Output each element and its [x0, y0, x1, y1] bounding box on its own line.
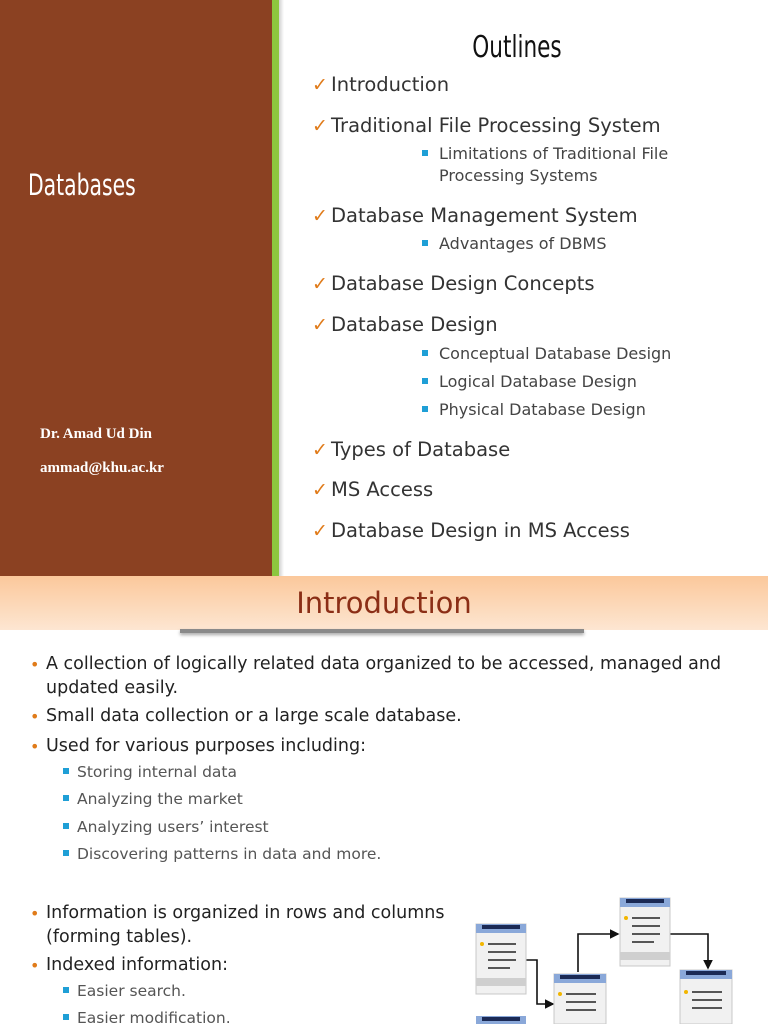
- bullet-icon: •: [30, 737, 40, 756]
- outline-subitem: [422, 343, 671, 365]
- square-bullet-icon: [63, 795, 69, 801]
- outline-subitem-label: Processing Systems: [439, 166, 598, 185]
- outline-subitem: [422, 371, 637, 393]
- slide-title: Introduction: [296, 586, 472, 620]
- outline-subitem-label: Conceptual Database Design: [439, 344, 672, 363]
- sub-bullet-text: Analyzing the market: [77, 790, 243, 808]
- outline-item-label: Database Design: [331, 313, 498, 336]
- bullet-text: Information is organized in rows and columns: [46, 903, 445, 923]
- outline-item-label: Database Design in MS Access: [331, 519, 630, 542]
- square-bullet-icon: [63, 1014, 69, 1020]
- check-icon: ✓: [312, 314, 328, 336]
- bullet-point: [30, 704, 462, 728]
- author-name: Dr. Amad Ud Din: [40, 426, 152, 442]
- introduction-slide: [0, 576, 768, 1024]
- bullet-point: [30, 901, 444, 949]
- sub-bullet-text: Easier modification.: [77, 1009, 231, 1024]
- sub-bullet-text: Easier search.: [77, 982, 186, 1000]
- check-icon: ✓: [312, 439, 328, 461]
- square-bullet-icon: [422, 350, 428, 356]
- accent-bar: [272, 0, 279, 576]
- outline-item: [312, 73, 449, 96]
- outline-item: [312, 313, 498, 336]
- bullet-icon: •: [30, 904, 40, 923]
- sub-bullet: [63, 982, 186, 1000]
- db-table-icon: [476, 1016, 526, 1024]
- bullet-text: updated easily.: [46, 678, 179, 698]
- outline-subitem-label: Logical Database Design: [439, 372, 637, 391]
- square-bullet-icon: [422, 240, 428, 246]
- check-icon: ✓: [312, 273, 328, 295]
- outline-item: [312, 478, 433, 501]
- outline-subitem: [422, 233, 607, 255]
- sub-bullet: [63, 1009, 231, 1024]
- outline-item: [312, 519, 630, 542]
- check-icon: ✓: [312, 479, 328, 501]
- outline-subitem: [422, 399, 646, 421]
- outline-item: [312, 114, 661, 137]
- outline-subitem-label: Advantages of DBMS: [439, 234, 607, 253]
- outline-title: Outlines: [472, 30, 562, 65]
- outline-item-label: Database Design Concepts: [331, 272, 595, 295]
- sub-bullet-text: Discovering patterns in data and more.: [77, 845, 382, 863]
- bullet-text: A collection of logically related data organized to be accessed, managed and: [46, 654, 722, 674]
- db-table-icon: [476, 924, 526, 994]
- bullet-icon: •: [30, 956, 40, 975]
- title-panel: [0, 0, 272, 576]
- author-email: ammad@khu.ac.kr: [40, 460, 164, 476]
- sub-bullet: [63, 763, 237, 781]
- square-bullet-icon: [422, 406, 428, 412]
- outline-item: [312, 204, 638, 227]
- outline-item: [312, 438, 510, 461]
- bullet-text: Small data collection or a large scale database.: [46, 706, 462, 726]
- outline-item-label: Database Management System: [331, 204, 638, 227]
- bullet-text: Used for various purposes including:: [46, 736, 366, 756]
- bullet-point: [30, 652, 721, 700]
- bullet-icon: •: [30, 707, 40, 726]
- square-bullet-icon: [63, 987, 69, 993]
- bullet-icon: •: [30, 655, 40, 674]
- square-bullet-icon: [63, 850, 69, 856]
- outline-subitem-label: Limitations of Traditional File: [439, 144, 669, 163]
- square-bullet-icon: [422, 150, 428, 156]
- db-table-icon: [680, 970, 732, 1024]
- outline-item-label: Traditional File Processing System: [331, 114, 661, 137]
- check-icon: ✓: [312, 115, 328, 137]
- outline-item-label: MS Access: [331, 478, 434, 501]
- check-icon: ✓: [312, 520, 328, 542]
- sub-bullet: [63, 818, 269, 836]
- bullet-point: [30, 953, 228, 977]
- square-bullet-icon: [63, 768, 69, 774]
- check-icon: ✓: [312, 74, 328, 96]
- check-icon: ✓: [312, 205, 328, 227]
- outline-subitem: [422, 143, 668, 187]
- outline-item: [312, 272, 595, 295]
- table-relationship-diagram: [470, 894, 740, 1024]
- sub-bullet-text: Analyzing users’ interest: [77, 818, 269, 836]
- title-underline: [180, 629, 584, 633]
- square-bullet-icon: [63, 823, 69, 829]
- bullet-text: (forming tables).: [46, 927, 193, 947]
- db-table-icon: [554, 974, 606, 1024]
- outline-subitem-label: Physical Database Design: [439, 400, 646, 419]
- bullet-point: [30, 734, 366, 758]
- panel-shadow: [279, 0, 284, 576]
- square-bullet-icon: [422, 378, 428, 384]
- outline-item-label: Types of Database: [331, 438, 511, 461]
- outline-item-label: Introduction: [331, 73, 450, 96]
- sub-bullet-text: Storing internal data: [77, 763, 237, 781]
- bullet-text: Indexed information:: [46, 955, 228, 975]
- course-title: Databases: [28, 168, 136, 202]
- db-table-icon: [620, 898, 670, 966]
- sub-bullet: [63, 845, 381, 863]
- sub-bullet: [63, 790, 243, 808]
